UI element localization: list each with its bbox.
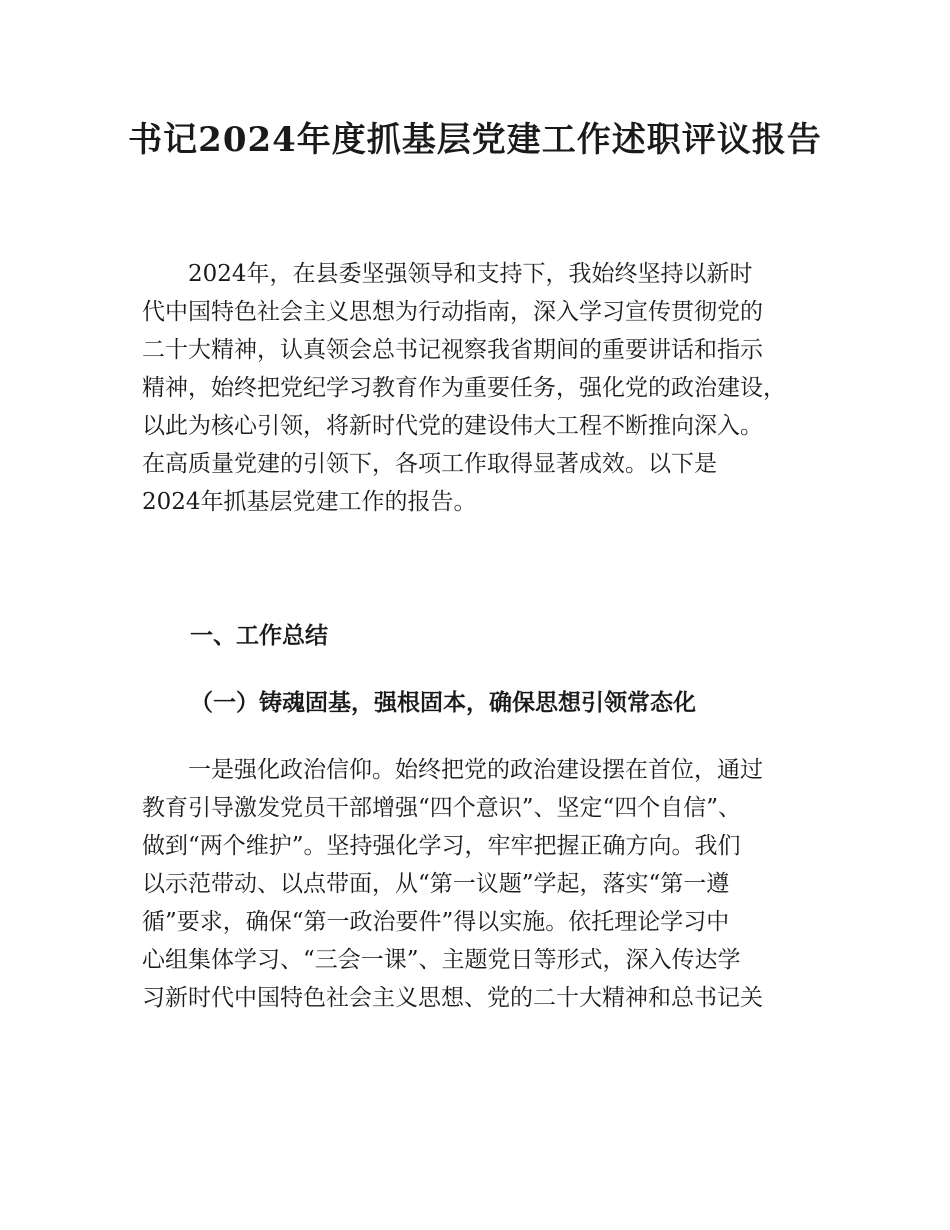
paragraph-line: 2024年抓基层党建工作的报告。 (142, 489, 477, 515)
paragraph-line: 精神，始终把党纪学习教育作为重要任务，强化党的政治建设， (142, 375, 786, 401)
body-paragraph (142, 751, 832, 1017)
paragraph-line: 一是强化政治信仰。始终把党的政治建设摆在首位，通过 (188, 757, 763, 783)
paragraph-line: 教育引导激发党员干部增强“四个意识”、坚定“四个自信”、 (142, 795, 742, 821)
paragraph-line: 代中国特色社会主义思想为行动指南，深入学习宣传贯彻党的 (142, 299, 763, 325)
section-heading: 一、工作总结 (190, 623, 328, 649)
intro-paragraph (142, 255, 832, 521)
paragraph-line: 2024年，在县委坚强领导和支持下，我始终坚持以新时 (188, 261, 753, 287)
paragraph-line: 以示范带动、以点带面，从“第一议题”学起，落实“第一遵 (142, 871, 730, 897)
paragraph-line: 做到“两个维护”。坚持强化学习，牢牢把握正确方向。我们 (142, 833, 741, 859)
paragraph-line: 循”要求，确保“第一政治要件”得以实施。依托理论学习中 (142, 909, 730, 935)
paragraph-line: 心组集体学习、“三会一课”、主题党日等形式，深入传达学 (142, 947, 741, 973)
paragraph-line: 二十大精神，认真领会总书记视察我省期间的重要讲话和指示 (142, 337, 763, 363)
paragraph-line: 在高质量党建的引领下，各项工作取得显著成效。以下是 (142, 451, 717, 477)
paragraph-line: 以此为核心引领，将新时代党的建设伟大工程不断推向深入。 (142, 413, 763, 439)
document-title: 书记2024年度抓基层党建工作述职评议报告 (128, 120, 822, 160)
paragraph-line: 习新时代中国特色社会主义思想、党的二十大精神和总书记关 (142, 985, 763, 1011)
subsection-heading: （一）铸魂固基，强根固本，确保思想引领常态化 (190, 690, 696, 716)
